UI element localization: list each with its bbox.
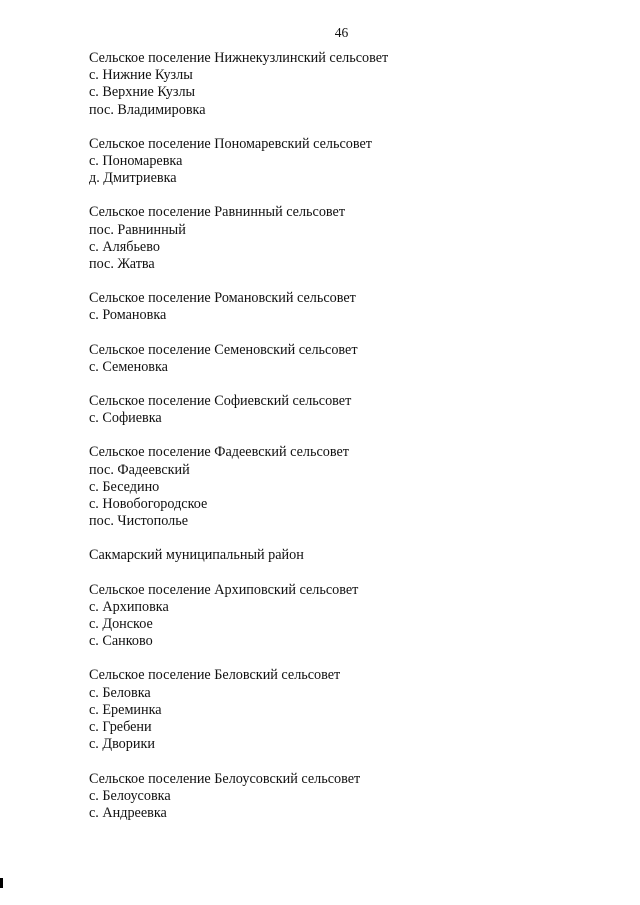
settlement-heading: Сельское поселение Фадеевский сельсовет — [89, 444, 349, 461]
settlement-group — [89, 667, 609, 753]
locality-item: с. Гребени — [89, 719, 152, 736]
locality-item: с. Архиповка — [89, 598, 169, 615]
locality-item: пос. Владимировка — [89, 101, 206, 118]
locality-item: с. Новобогородское — [89, 496, 208, 513]
locality-item: д. Дмитриевка — [89, 170, 177, 187]
settlement-heading: Сельское поселение Архиповский сельсовет — [89, 581, 359, 598]
settlement-group — [89, 582, 609, 651]
scan-edge-mark — [0, 878, 3, 888]
locality-item: с. Романовка — [89, 307, 167, 324]
locality-item: пос. Фадеевский — [89, 461, 190, 478]
locality-item: с. Андреевка — [89, 804, 167, 821]
locality-item: с. Донское — [89, 616, 153, 633]
locality-item: с. Санково — [89, 633, 153, 650]
locality-item: с. Ереминка — [89, 701, 162, 718]
locality-item: с. Дворики — [89, 736, 155, 753]
page-number: 46 — [334, 25, 349, 40]
settlement-group — [89, 771, 609, 823]
locality-item: с. Беседино — [89, 478, 160, 495]
locality-item: с. Беловка — [89, 684, 151, 701]
settlement-heading: Сельское поселение Романовский сельсовет — [89, 290, 356, 307]
locality-item: с. Белоусовка — [89, 787, 171, 804]
locality-item: пос. Равнинный — [89, 221, 186, 238]
settlement-heading: Сельское поселение Семеновский сельсовет — [89, 341, 358, 358]
settlement-group — [89, 393, 609, 427]
locality-item: пос. Жатва — [89, 256, 155, 273]
settlement-group — [89, 290, 609, 324]
locality-item: с. Нижние Кузлы — [89, 67, 193, 84]
settlement-group — [89, 342, 609, 376]
locality-item: с. Пономаревка — [89, 153, 183, 170]
settlement-heading: Сельское поселение Пономаревский сельсовет — [89, 135, 372, 152]
locality-item: пос. Чистополье — [89, 513, 188, 530]
locality-item: с. Софиевка — [89, 410, 162, 427]
settlement-heading: Сельское поселение Равнинный сельсовет — [89, 204, 346, 221]
settlement-heading: Сельское поселение Софиевский сельсовет — [89, 393, 352, 410]
settlement-group — [89, 50, 609, 119]
settlement-group — [89, 444, 609, 530]
settlement-heading: Сельское поселение Беловский сельсовет — [89, 667, 341, 684]
settlement-group — [89, 204, 609, 273]
locality-item: с. Семеновка — [89, 358, 168, 375]
locality-item: с. Верхние Кузлы — [89, 84, 196, 101]
locality-item: с. Алябьево — [89, 238, 160, 255]
settlement-heading: Сельское поселение Белоусовский сельсовет — [89, 770, 361, 787]
district-heading: Сакмарский муниципальный район — [89, 547, 304, 564]
document-body — [89, 50, 609, 839]
district-group — [89, 547, 609, 564]
settlement-group — [89, 136, 609, 188]
settlement-heading: Сельское поселение Нижнекузлинский сельсовет — [89, 50, 389, 66]
